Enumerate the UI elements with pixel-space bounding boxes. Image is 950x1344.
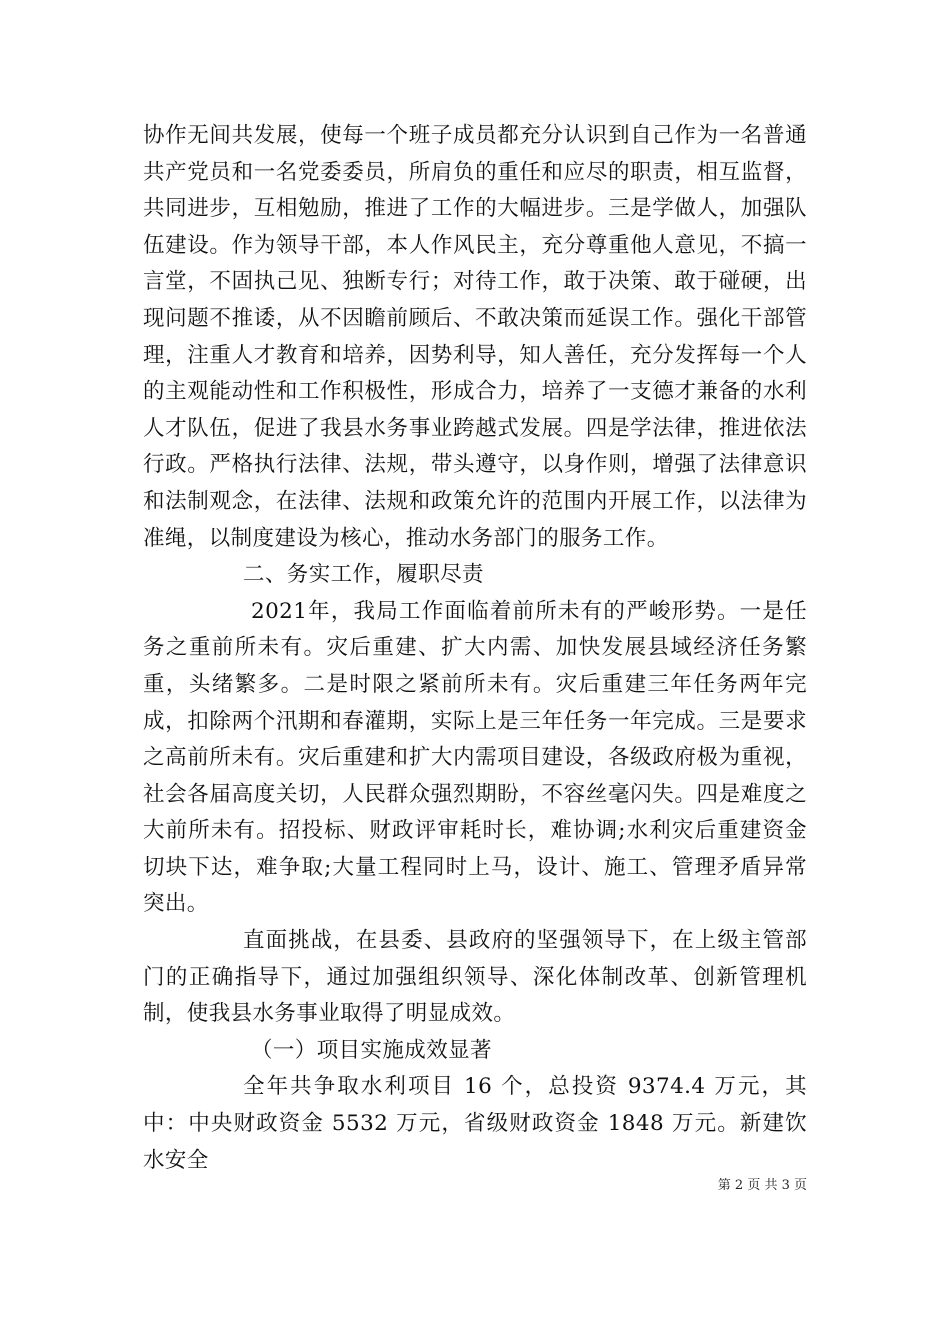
subsection-heading: （一）项目实施成效显著 <box>251 1037 492 1063</box>
paragraph-challenges: 2021年，我局工作面临着前所未有的严峻形势。一是任务之重前所未有。灾后重建、扩大内需、加快发展县域经济任务繁重，头绪繁多。二是时限之紧前所未有。灾后重建三年任务两年完成，扣除两个汛期和春灌期，实际上是三年任务一年完成。三是要求之高前所未有。灾后重建和扩大内需项目建设，各级政府极为重视，社会各届高度关切，人民群众强烈期盼，不容丝毫闪失。四是难度之大前所未有。招投标、财政评审耗时长，难协调;水利灾后重建资金切块下达，难争取;大量工程同时上马，设计、施工、管理矛盾异常突出。 <box>143 598 807 917</box>
paragraph-projects: 全年共争取水利项目 16 个，总投资 9374.4 万元，其中：中央财政资金 5532 万元，省级财政资金 1848 万元。新建饮水安全 <box>143 1074 807 1173</box>
document-body <box>143 118 807 1179</box>
paragraph-continuation: 协作无间共发展，使每一个班子成员都充分认识到自己作为一名普通共产党员和一名党委委员，所肩负的重任和应尽的职责，相互监督，共同进步，互相勉励，推进了工作的大幅进步。三是学做人，加强队伍建设。作为领导干部，本人作风民主，充分尊重他人意见，不搞一言堂，不固执己见、独断专行；对待工作，敢于决策、敢于碰硬，出现问题不推诿，从不因瞻前顾后、不敢决策而延误工作。强化干部管理，注重人才教育和培养，因势利导，知人善任，充分发挥每一个人的主观能动性和工作积极性，形成合力，培养了一支德才兼备的水利人才队伍，促进了我县水务事业跨越式发展。四是学法律，推进依法行政。严格执行法律、法规，带头遵守，以身作则，增强了法律意识和法制观念，在法律、法规和政策允许的范围内开展工作，以法律为准绳，以制度建设为核心，推动水务部门的服务工作。 <box>143 123 807 551</box>
section-heading: 二、务实工作，履职尽责 <box>243 562 484 588</box>
page-number: 第 2 页 共 3 页 <box>717 1178 807 1193</box>
paragraph-response: 直面挑战，在县委、县政府的坚强领导下，在上级主管部门的正确指导下，通过加强组织领导、深化体制改革、创新管理机制，使我县水务事业取得了明显成效。 <box>143 928 807 1027</box>
